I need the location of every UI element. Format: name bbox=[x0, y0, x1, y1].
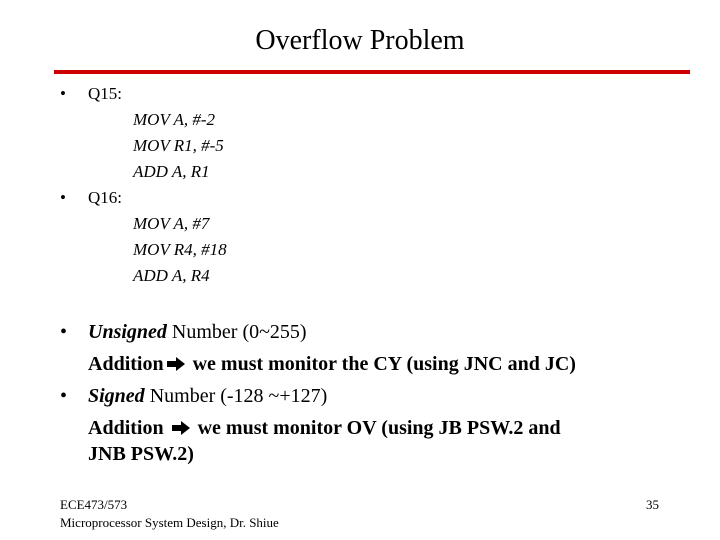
unsigned-line-1 bbox=[88, 320, 307, 344]
signed-term: Signed bbox=[88, 385, 145, 407]
q16-line-1: MOV A, #7 bbox=[133, 214, 210, 233]
slide-title: Overflow Problem bbox=[255, 25, 465, 56]
q16-line-3: ADD A, R4 bbox=[133, 266, 210, 285]
signed-addition: Addition bbox=[88, 417, 169, 439]
unsigned-term: Unsigned bbox=[88, 321, 167, 343]
bullet-q16: • bbox=[60, 188, 66, 207]
page-number: 35 bbox=[646, 497, 659, 512]
signed-rule: we must monitor OV (using JB PSW.2 and bbox=[192, 417, 561, 439]
unsigned-rule: we must monitor the CY (using JNC and JC) bbox=[187, 353, 576, 375]
signed-range: Number (-128 ~+127) bbox=[144, 385, 328, 407]
q16-line-2: MOV R4, #18 bbox=[133, 240, 227, 259]
q15-label: Q15: bbox=[88, 84, 122, 103]
q16-label: Q16: bbox=[88, 188, 122, 207]
right-arrow-icon bbox=[171, 418, 191, 442]
signed-line-1 bbox=[88, 384, 327, 408]
unsigned-addition: Addition bbox=[88, 353, 164, 375]
footer-course-title: Microprocessor System Design, Dr. Shiue bbox=[60, 515, 279, 530]
bullet-q15: • bbox=[60, 84, 66, 103]
unsigned-line-2 bbox=[88, 352, 576, 378]
unsigned-range: Number (0~255) bbox=[166, 321, 307, 343]
footer-course bbox=[60, 496, 279, 532]
signed-line-3: JNB PSW.2) bbox=[88, 443, 194, 465]
q15-line-2: MOV R1, #-5 bbox=[133, 136, 224, 155]
signed-line-2 bbox=[88, 416, 561, 442]
title-divider bbox=[54, 70, 690, 74]
right-arrow-icon bbox=[166, 354, 186, 378]
bullet-signed: • bbox=[60, 385, 68, 407]
footer-course-code: ECE473/573 bbox=[60, 497, 128, 512]
q15-line-3: ADD A, R1 bbox=[133, 162, 210, 181]
q15-line-1: MOV A, #-2 bbox=[133, 110, 216, 129]
bullet-unsigned: • bbox=[60, 321, 68, 343]
